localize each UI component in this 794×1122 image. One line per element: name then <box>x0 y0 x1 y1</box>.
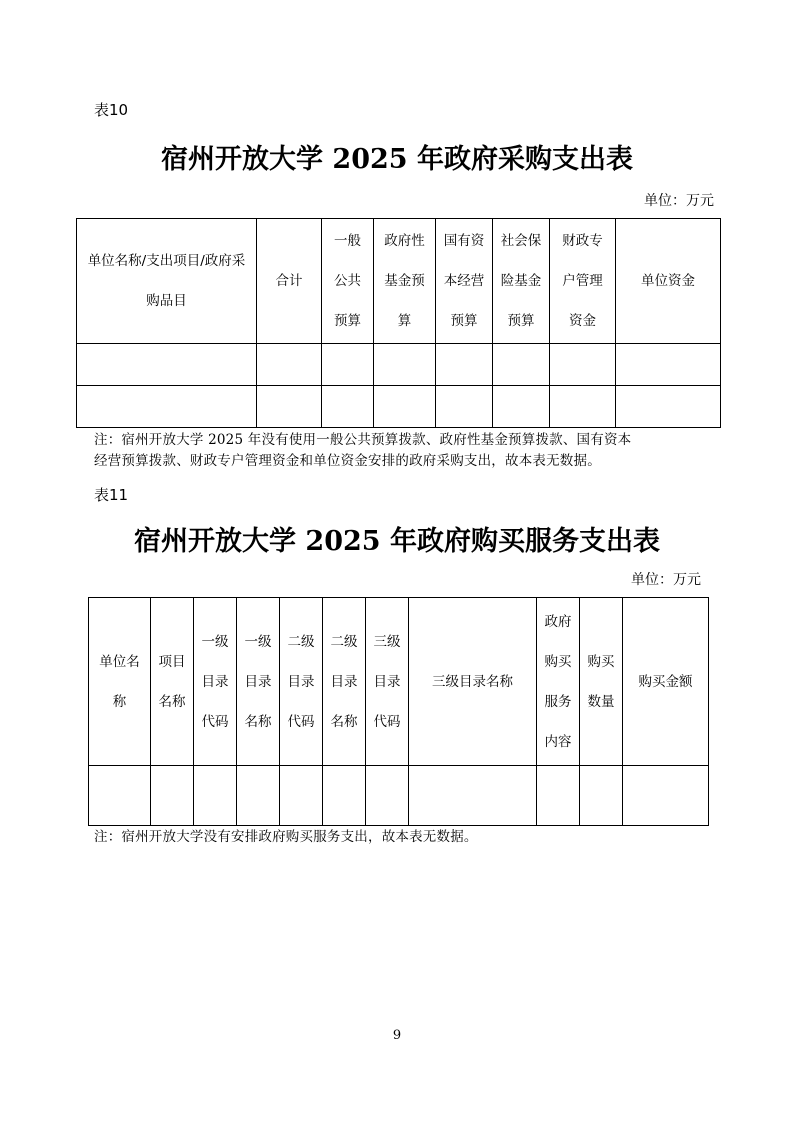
table10-header-row <box>77 219 721 344</box>
table11-header-level1-name: 一级 目录 名称 <box>237 598 280 766</box>
table11-header-level2-name: 二级 目录 名称 <box>323 598 366 766</box>
table10-header-unit-funds: 单位资金 <box>616 219 721 344</box>
table11-title: 宿州开放大学 2025 年政府购买服务支出表 <box>134 526 660 557</box>
table11-header-project-name: 项目 名称 <box>151 598 194 766</box>
table10-title: 宿州开放大学 2025 年政府采购支出表 <box>161 144 633 175</box>
table11-header-level2-code: 二级 目录 代码 <box>280 598 323 766</box>
table11-header-level3-code: 三级 目录 代码 <box>366 598 409 766</box>
page-number: 9 <box>392 1028 402 1043</box>
table10-header-general-budget: 一般 公共 预算 <box>322 219 374 344</box>
table11-header-level3-name: 三级目录名称 <box>409 598 537 766</box>
table11-header-quantity: 购买 数量 <box>580 598 623 766</box>
table10-header-state-capital: 国有资 本经营 预算 <box>436 219 493 344</box>
table-row <box>77 386 721 428</box>
table10-label: 表10 <box>94 101 129 119</box>
table11-header-row <box>89 598 709 766</box>
table10-header-total: 合计 <box>257 219 322 344</box>
table-row <box>77 344 721 386</box>
table11-header-service-content: 政府 购买 服务 内容 <box>537 598 580 766</box>
table11-unit: 单位：万元 <box>631 572 701 588</box>
table11-note: 注：宿州开放大学没有安排政府购买服务支出，故本表无数据。 <box>94 829 478 845</box>
table10 <box>76 218 721 428</box>
table11-header-unit-name: 单位名 称 <box>89 598 151 766</box>
table11-header-level1-code: 一级 目录 代码 <box>194 598 237 766</box>
table10-header-social-insurance: 社会保 险基金 预算 <box>493 219 550 344</box>
table10-unit: 单位：万元 <box>644 193 714 209</box>
table11-label: 表11 <box>94 486 129 504</box>
table11-header-amount: 购买金额 <box>623 598 709 766</box>
table10-header-unit-name: 单位名称/支出项目/政府采 购品目 <box>77 219 257 344</box>
table10-note: 注：宿州开放大学 2025 年没有使用一般公共预算拨款、政府性基金预算拨款、国有资本 经营预算拨款、财政专户管理资金和单位资金安排的政府采购支出，故本表无数据。 <box>94 432 632 469</box>
table10-header-fiscal-account: 财政专 户管理 资金 <box>550 219 616 344</box>
table10-header-gov-fund: 政府性 基金预 算 <box>374 219 436 344</box>
table11 <box>88 597 709 826</box>
table-row <box>89 766 709 826</box>
